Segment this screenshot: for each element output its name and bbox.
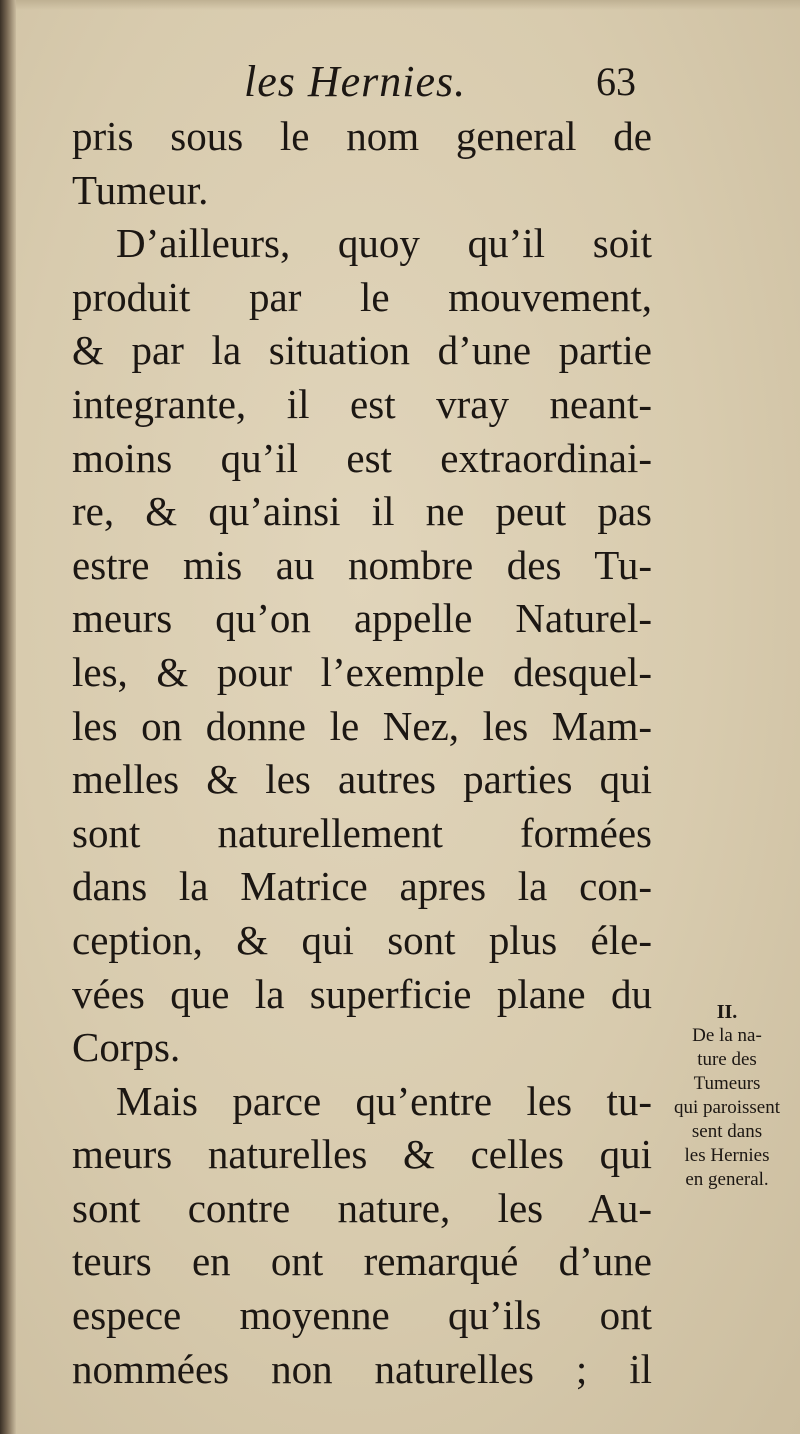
text-line: sont contre nature, les Au-: [72, 1184, 652, 1231]
text-line: espece moyenne qu’ils ont: [72, 1292, 652, 1339]
text-line: re, & qu’ainsi il ne peut pas: [72, 488, 652, 535]
running-head: [0, 52, 800, 112]
page-binding-edge: [0, 0, 16, 1434]
margin-note-lines: [660, 1024, 794, 1192]
text-line: melles & les autres parties qui: [72, 756, 652, 803]
text-line: les on donne le Nez, les Mam-: [72, 702, 652, 749]
text-line: & par la situation d’une partie: [72, 327, 652, 374]
text-line: Corps.: [72, 1024, 181, 1071]
text-line: pris sous le nom general de: [72, 113, 652, 159]
text-line: ception, & qui sont plus éle-: [72, 916, 652, 963]
margin-note-line: De la na-: [692, 1025, 762, 1046]
text-line: meurs qu’on appelle Naturel-: [72, 595, 652, 642]
text-line: D’ailleurs, quoy qu’il soit: [116, 220, 652, 267]
body-text: [72, 110, 652, 1396]
text-line: meurs naturelles & celles qui: [72, 1131, 652, 1178]
page-number: 63: [596, 59, 636, 104]
margin-note-line: qui paroissent: [673, 1097, 781, 1118]
text-line: les, & pour l’exemple desquel-: [72, 648, 652, 695]
margin-note: [660, 1000, 794, 1192]
text-line: integrante, il est vray neant-: [72, 380, 652, 427]
text-line: moins qu’il est extraordinai-: [72, 434, 652, 481]
page-top-edge: [16, 0, 800, 10]
running-head-title: les Hernies.: [244, 57, 467, 106]
text-line: produit par le mouvement,: [72, 273, 652, 320]
text-line: teurs en ont remarqué d’une: [72, 1238, 652, 1285]
text-line: nommées non naturelles ; il: [72, 1345, 652, 1392]
margin-note-line: en general.: [685, 1169, 769, 1190]
text-line: dans la Matrice apres la con-: [72, 863, 652, 910]
text-line: sont naturellement formées: [72, 809, 652, 856]
margin-note-line: ture des: [697, 1049, 757, 1070]
margin-note-line: sent dans: [691, 1121, 763, 1142]
margin-note-numeral: II.: [716, 1001, 738, 1023]
text-line: Tumeur.: [72, 166, 209, 213]
text-line: Mais parce qu’entre les tu-: [116, 1077, 652, 1124]
margin-note-line: les Hernies: [684, 1145, 770, 1166]
text-line: estre mis au nombre des Tu-: [72, 541, 652, 588]
margin-note-line: Tumeurs: [693, 1073, 761, 1094]
text-line: vées que la superficie plane du: [72, 970, 652, 1017]
